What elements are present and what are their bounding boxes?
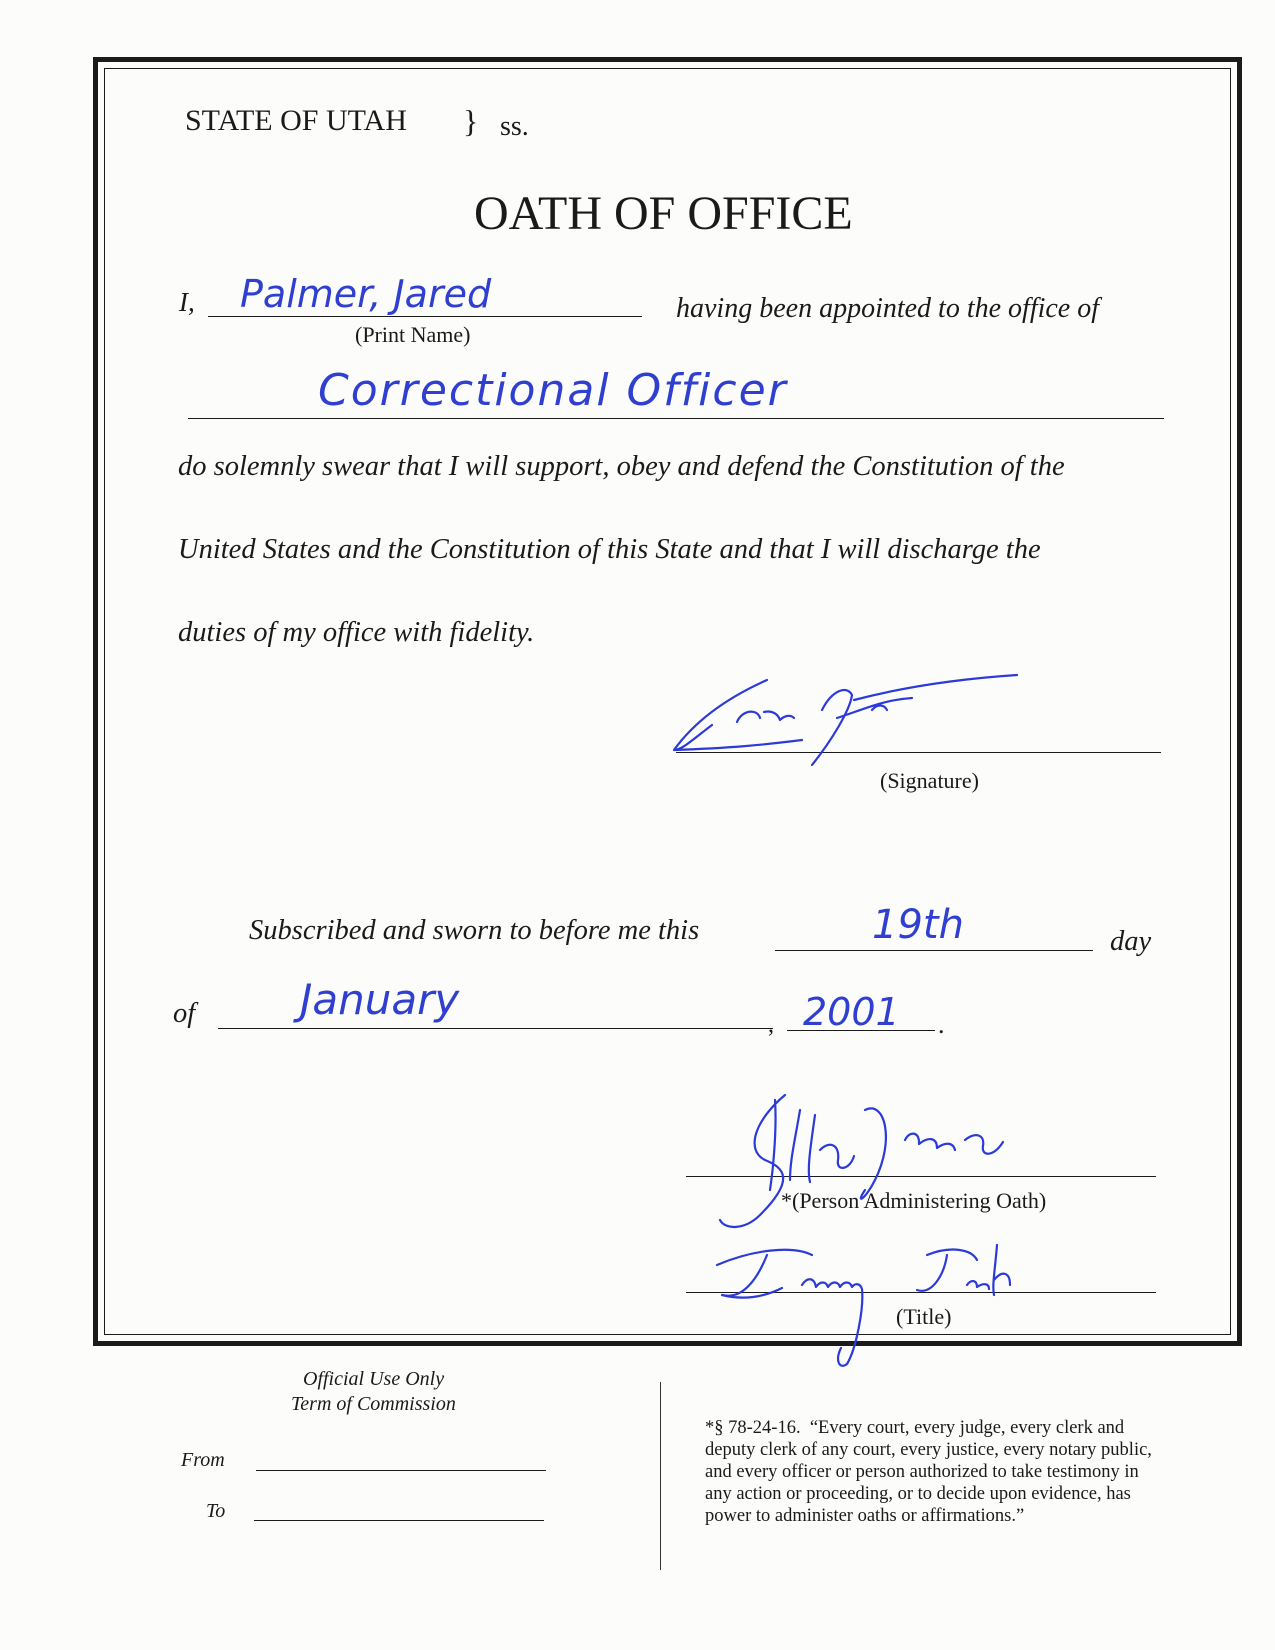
statute-line-4: any action or proceeding, or to decide upon evidence, has [705, 1484, 1131, 1504]
i-prefix: I, [179, 287, 195, 317]
from-line [256, 1470, 546, 1471]
name-line [208, 316, 642, 317]
day-line [775, 950, 1093, 951]
office-line [188, 418, 1164, 419]
from-label: From [181, 1449, 225, 1471]
official-use-heading: Official Use Only [303, 1368, 445, 1390]
administrator-signature-mark [715, 1090, 1055, 1240]
administrator-label: *(Person Administering Oath) [781, 1188, 1047, 1213]
statute-line-2: deputy clerk of any court, every justice, every notary public, [705, 1440, 1152, 1460]
oath-line-2: United States and the Constitution of this State and that I will discharge the [178, 534, 1041, 565]
title-label: (Title) [896, 1304, 952, 1329]
state-heading [185, 104, 407, 138]
form-border [93, 57, 1242, 1346]
signature-label: (Signature) [880, 768, 979, 793]
appointed-text: having been appointed to the office of [676, 293, 1100, 324]
day-value: 19th [872, 902, 964, 948]
statute-note [705, 1417, 1152, 1527]
date-comma: , [768, 1012, 774, 1038]
term-of-commission-heading: Term of Commission [291, 1393, 456, 1415]
statute-line-3: and every officer or person authorized to take testimony in [705, 1462, 1139, 1482]
form-inner-border [104, 68, 1231, 1335]
year-value: 2001 [803, 990, 900, 1034]
print-name-label: (Print Name) [355, 322, 471, 347]
state-name: STATE OF UTAH [185, 104, 407, 137]
venue-brace: } [463, 103, 479, 139]
of-label: of [173, 998, 196, 1029]
sworn-text: Subscribed and sworn to before me this [249, 915, 700, 946]
ss-abbrev: ss. [500, 111, 529, 142]
to-label: To [206, 1500, 226, 1522]
page-title: OATH OF OFFICE [474, 187, 853, 240]
title-signature-mark [712, 1240, 1052, 1360]
section-divider [660, 1382, 661, 1570]
day-label: day [1110, 926, 1152, 957]
office-value: Correctional Officer [318, 365, 788, 416]
oath-line-1: do solemnly swear that I will support, obey and defend the Constitution of the [178, 451, 1065, 482]
signature-mark [672, 670, 1032, 780]
month-line [218, 1028, 773, 1029]
name-value: Palmer, Jared [240, 272, 492, 316]
date-period: . [938, 1010, 945, 1039]
oath-line-3: duties of my office with fidelity. [178, 617, 535, 648]
month-value: January [300, 975, 460, 1024]
statute-line-5: power to administer oaths or affirmations.” [705, 1506, 1025, 1526]
to-line [254, 1520, 544, 1521]
statute-line-1: *§ 78-24-16. “Every court, every judge, every clerk and [705, 1418, 1125, 1438]
